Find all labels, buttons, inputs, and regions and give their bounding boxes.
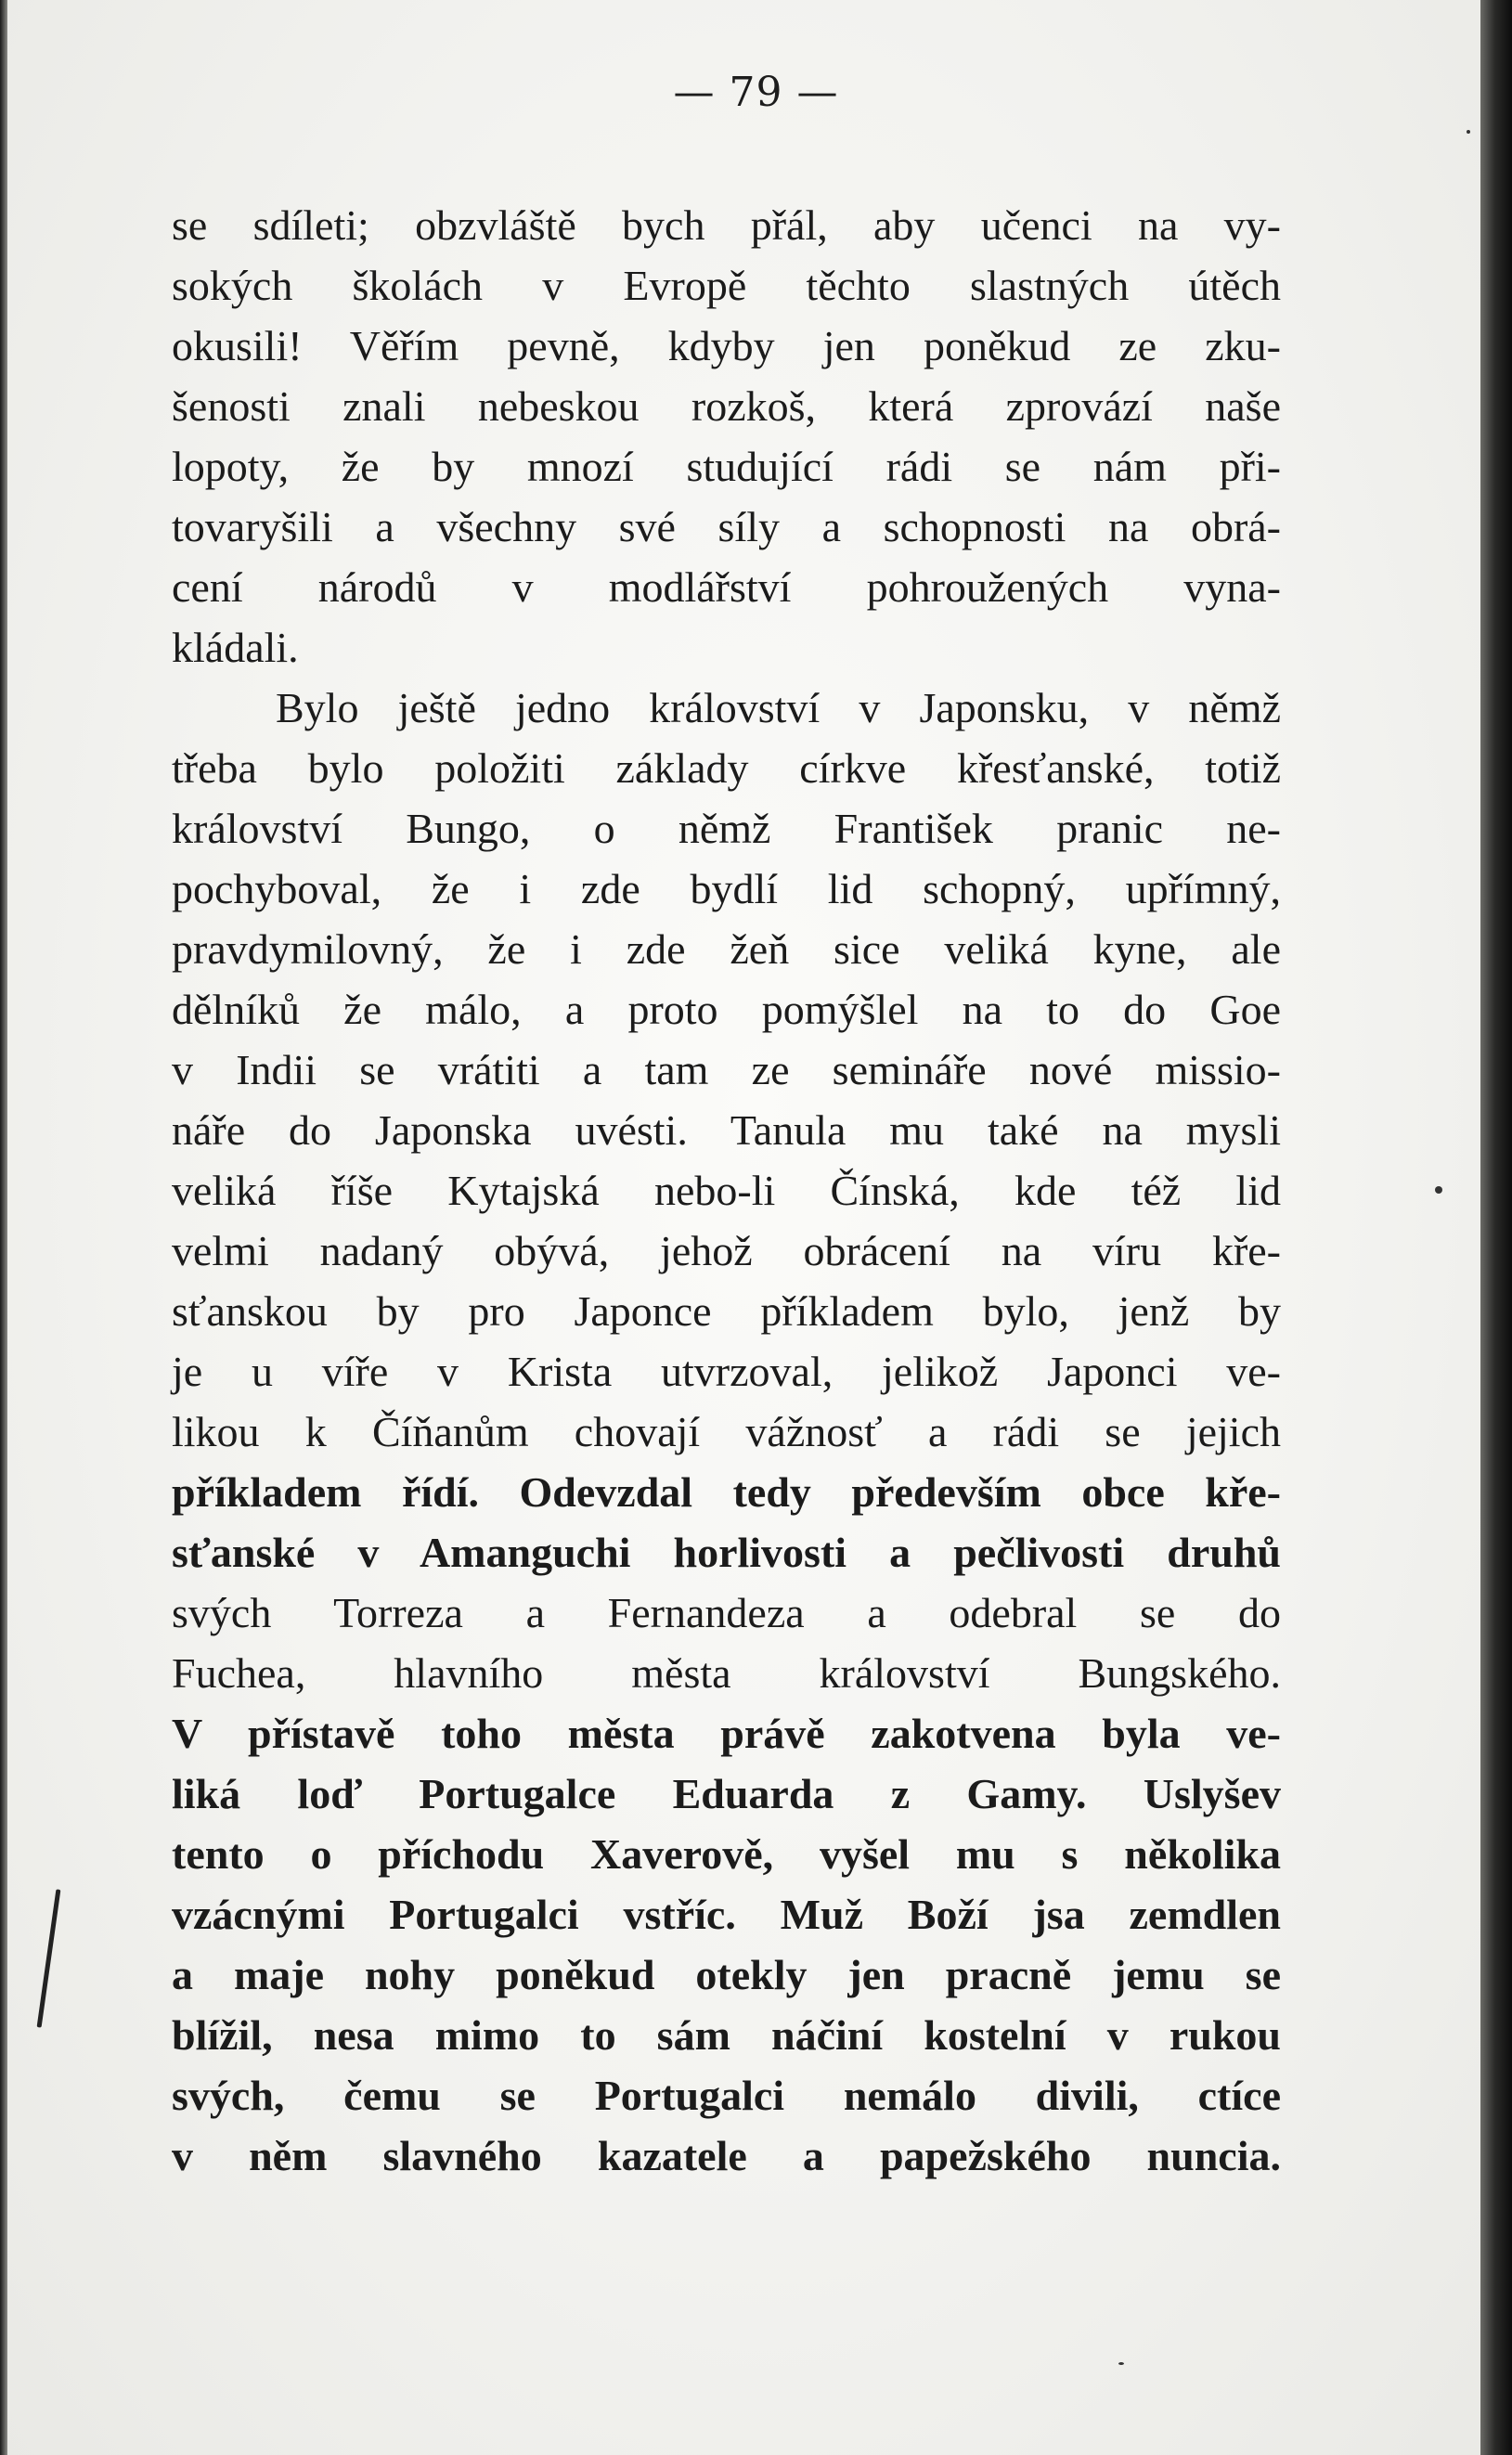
text-line: kládali. [172, 624, 299, 671]
text-line: svých Torreza a Fernandeza a odebral se do [172, 1589, 1281, 1636]
text-line: pochyboval, že i zde bydlí lid schopný, upřímný, [172, 865, 1281, 912]
text-line: Bylo ještě jedno království v Japonsku, v němž [276, 684, 1281, 731]
text-line: velmi nadaný obývá, jehož obrácení na víru kře- [172, 1227, 1281, 1274]
text-line: okusili! Věřím pevně, kdyby jen poněkud ze zku- [172, 322, 1281, 369]
text-line: příkladem řídí. Odevzdal tedy především obce kře- [172, 1468, 1281, 1516]
text-line: lopoty, že by mnozí studující rádi se nám při- [172, 443, 1281, 490]
text-line: Fuchea, hlavního města království Bungského. [172, 1649, 1281, 1697]
paragraph [172, 678, 1281, 2186]
text-line: a maje nohy poněkud otekly jen pracně jemu se [172, 1951, 1281, 1998]
text-line: pravdymilovný, že i zde žeň sice veliká kyne, ale [172, 925, 1281, 973]
text-line: náře do Japonska uvésti. Tanula mu také na mysli [172, 1106, 1281, 1154]
text-body [172, 195, 1281, 2186]
text-line: veliká říše Kytajská nebo-li Čínská, kde též lid [172, 1167, 1281, 1214]
paragraph [172, 195, 1281, 678]
text-line: liká loď Portugalce Eduarda z Gamy. Uslyšev [172, 1770, 1281, 1817]
text-line: sťanskou by pro Japonce příkladem bylo, jenž by [172, 1287, 1281, 1335]
text-line: království Bungo, o němž František pranic ne- [172, 805, 1281, 852]
text-line: dělníků že málo, a proto pomýšlel na to do Goe [172, 986, 1281, 1033]
text-line: V přístavě toho města právě zakotvena byla ve- [172, 1710, 1281, 1757]
text-line: v něm slavného kazatele a papežského nuncia. [172, 2132, 1281, 2179]
ink-speck [1118, 2362, 1124, 2365]
text-line: šenosti znali nebeskou rozkoš, která zprovází naše [172, 382, 1281, 430]
text-line: se sdíleti; obzvláště bych přál, aby učenci na vy- [172, 201, 1281, 249]
text-line: tento o příchodu Xaverově, vyšel mu s několika [172, 1830, 1281, 1878]
text-line: v Indii se vrátiti a tam ze semináře nové missio- [172, 1046, 1281, 1093]
text-line: tovaryšili a všechny své síly a schopnosti na obrá- [172, 503, 1281, 550]
ink-speck [1467, 130, 1470, 134]
text-line: likou k Číňanům chovají vážnosť a rádi se jejich [172, 1408, 1281, 1455]
text-line: sťanské v Amanguchi horlivosti a pečlivosti druhů [172, 1529, 1281, 1576]
text-line: je u víře v Krista utvrzoval, jelikož Japonci ve- [172, 1348, 1281, 1395]
text-line: sokých školách v Evropě těchto slastných útěch [172, 262, 1281, 309]
text-line: vzácnými Portugalci vstříc. Muž Boží jsa zemdlen [172, 1891, 1281, 1938]
text-line: blížil, nesa mimo to sám náčiní kostelní v rukou [172, 2011, 1281, 2059]
ink-speck [1435, 1186, 1442, 1194]
scan-dark-border [1480, 0, 1512, 2455]
text-line: svých, čemu se Portugalci nemálo divili, ctíce [172, 2072, 1281, 2119]
page-number: — 79 — [673, 69, 839, 116]
page-left-edge [0, 0, 7, 2455]
text-line: třeba bylo položiti základy církve křesťanské, totiž [172, 744, 1281, 792]
margin-pen-mark [37, 1889, 61, 2027]
text-line: cení národů v modlářství pohroužených vyna- [172, 563, 1281, 611]
